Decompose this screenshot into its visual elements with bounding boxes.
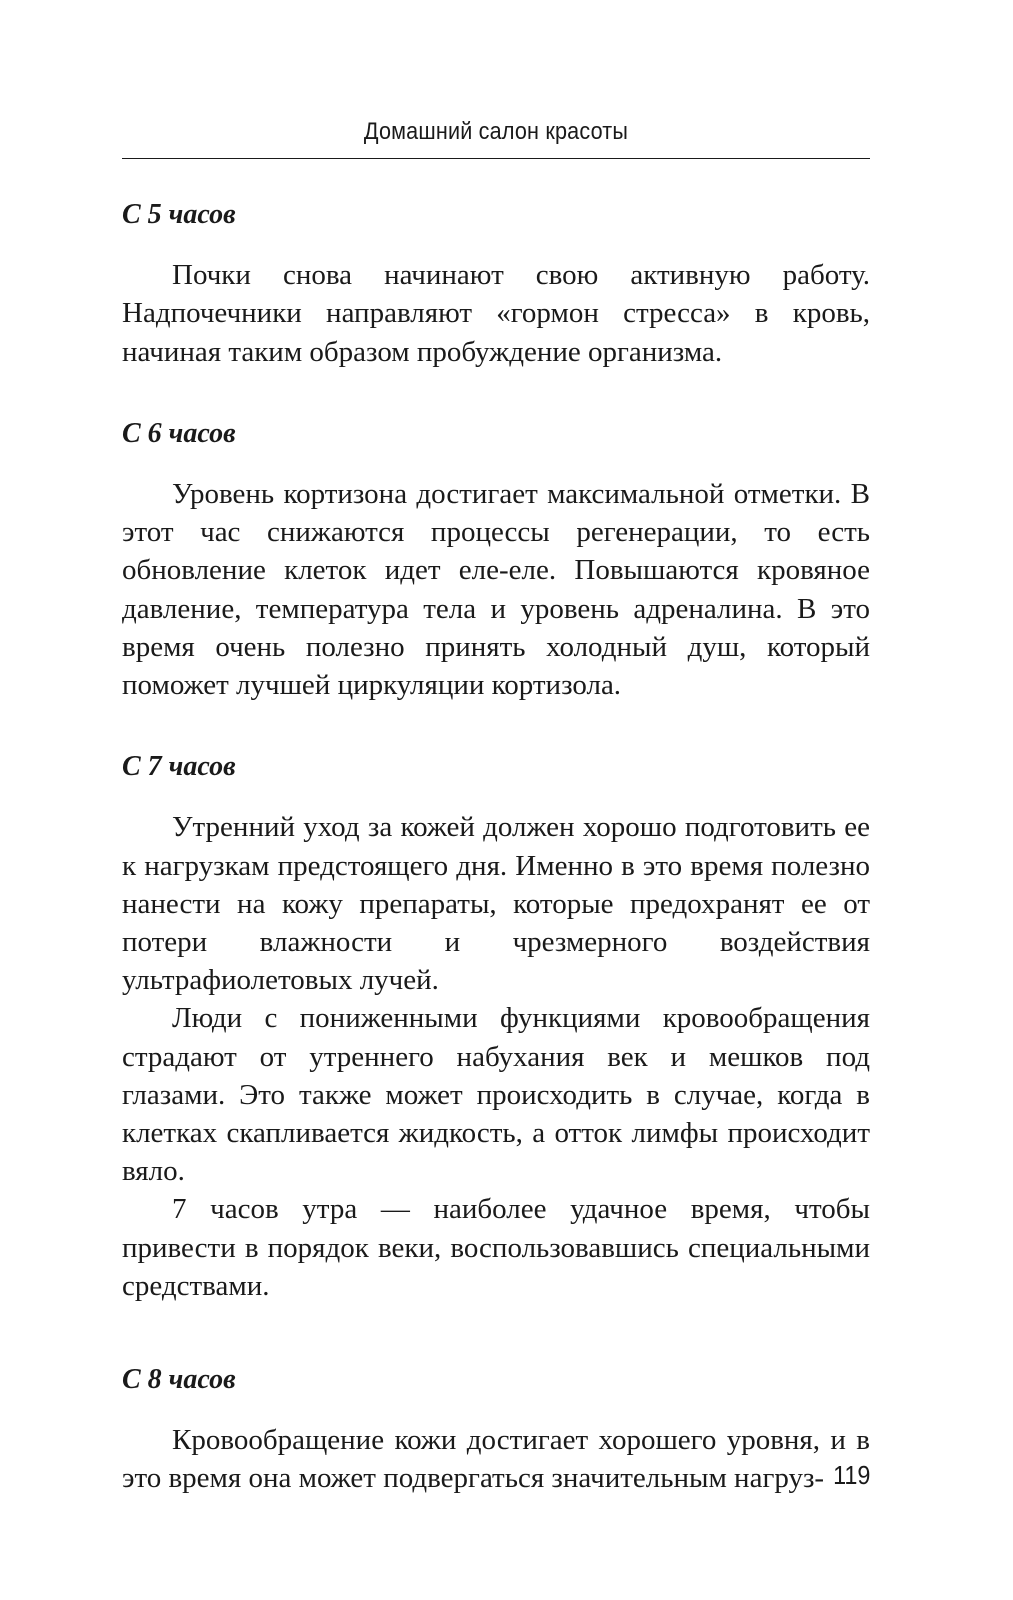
- section-heading: С 5 часов: [122, 199, 236, 230]
- section-5-hours: [122, 196, 870, 371]
- page-number: 119: [832, 1460, 870, 1490]
- header-rule: [122, 158, 870, 159]
- paragraph: Уровень кортизона достигает максимальной отметки. В этот час снижаются процессы регенерации, то есть обновление клеток идет еле-еле. Повышаются кровяное давление, температура тела и уровень адреналина. В это время очень полезно принять холодный душ, который поможет лучшей циркуляции кортизола.: [122, 478, 870, 702]
- paragraph: Люди с пониженными функциями кровообращения страдают от утреннего набухания век и мешков под глазами. Это также может происходить в случае, когда в клетках скапливается жидкость, а отток лимфы происходит вяло.: [122, 1002, 870, 1188]
- page-content: [122, 196, 870, 1498]
- paragraph: Почки снова начинают свою активную работу. Надпочечники направляют «гормон стресса» в кровь, начиная таким образом пробуждение организма.: [122, 259, 870, 368]
- section-6-hours: [122, 415, 870, 704]
- section-heading: С 8 часов: [122, 1364, 236, 1396]
- paragraph: Утренний уход за кожей должен хорошо подготовить ее к нагрузкам предстоящего дня. Именно в это время полезно нанести на кожу препараты, которые предохранят ее от потери влажности и чрезмерного воздействия ультрафиолетовых лучей.: [122, 811, 870, 997]
- section-7-hours: [122, 748, 870, 1305]
- section-8-hours: [122, 1361, 870, 1498]
- running-header: Домашний салон красоты: [363, 118, 629, 145]
- section-heading: С 7 часов: [122, 751, 236, 783]
- book-page: [122, 0, 870, 1600]
- paragraph: 7 часов утра — наиболее удачное время, чтобы привести в порядок веки, воспользовавшись специальными средствами.: [122, 1193, 870, 1302]
- section-heading: С 6 часов: [122, 417, 236, 449]
- paragraph: Кровообращение кожи достигает хорошего уровня, и в это время она может подвергаться значительным нагруз-: [122, 1424, 870, 1495]
